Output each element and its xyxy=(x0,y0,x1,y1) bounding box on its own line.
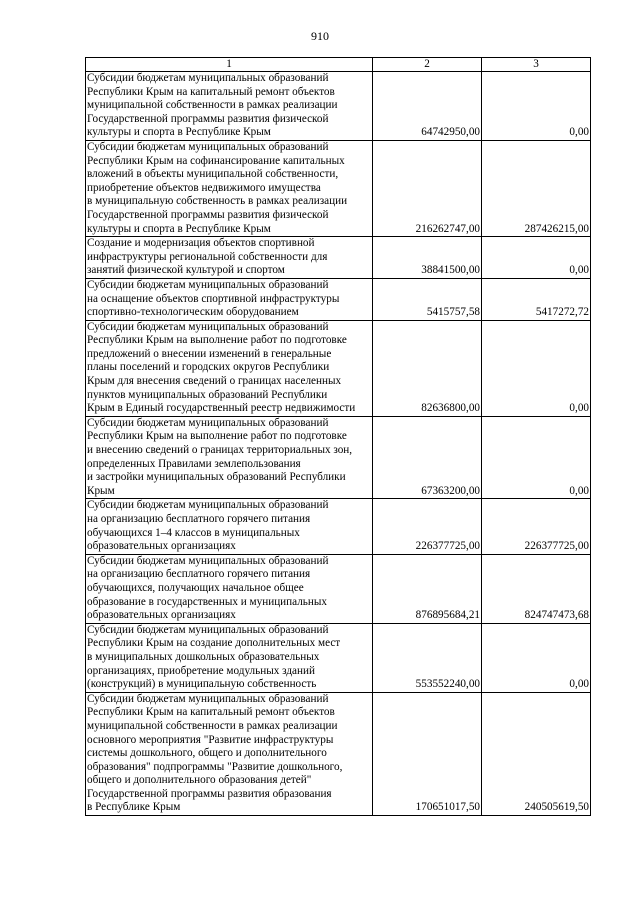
table-row xyxy=(86,499,591,554)
column-header-3: 3 xyxy=(482,58,591,72)
row-amount-col3: 824747473,68 xyxy=(482,554,591,623)
row-name: Субсидии бюджетам муниципальных образований на организацию бесплатного горячего питания обучающихся, получающих начальное общее образование в государственных и муниципальных образовательных организациях xyxy=(86,554,373,623)
row-name: Создание и модернизация объектов спортивной инфраструктуры региональной собственности для занятий физической культурой и спортом xyxy=(86,237,373,279)
row-amount-col2: 5415757,58 xyxy=(373,278,482,320)
row-name: Субсидии бюджетам муниципальных образований Республики Крым на капитальный ремонт объектов муниципальной собственности в рамках реализации основного мероприятия "Развитие инфраструктуры системы дошкольного, общего и дополнительного образования" подпрограммы "Развитие дошкольного, общего и дополнительного образования детей" Государственной программы развития образования в Республике Крым xyxy=(86,692,373,815)
row-amount-col3: 0,00 xyxy=(482,623,591,692)
budget-table xyxy=(85,57,591,816)
table-row xyxy=(86,72,591,141)
row-amount-col3: 0,00 xyxy=(482,320,591,416)
row-amount-col3: 287426215,00 xyxy=(482,140,591,236)
row-name: Субсидии бюджетам муниципальных образований Республики Крым на выполнение работ по подготовке и внесению сведений о границах территориальных зон, определенных Правилами землепользования и застройки муниципальных образований Республики Крым xyxy=(86,416,373,499)
table-row xyxy=(86,140,591,236)
row-amount-col2: 64742950,00 xyxy=(373,72,482,141)
row-amount-col3: 0,00 xyxy=(482,416,591,499)
column-header-2: 2 xyxy=(373,58,482,72)
row-amount-col2: 38841500,00 xyxy=(373,237,482,279)
row-amount-col2: 553552240,00 xyxy=(373,623,482,692)
row-amount-col2: 170651017,50 xyxy=(373,692,482,815)
row-amount-col2: 226377725,00 xyxy=(373,499,482,554)
table-row xyxy=(86,320,591,416)
page-number: 910 xyxy=(311,29,329,43)
table-row xyxy=(86,554,591,623)
table-row xyxy=(86,623,591,692)
row-amount-col2: 67363200,00 xyxy=(373,416,482,499)
row-name: Субсидии бюджетам муниципальных образований на оснащение объектов спортивной инфраструктуры спортивно-технологическим оборудованием xyxy=(86,278,373,320)
row-name: Субсидии бюджетам муниципальных образований Республики Крым на создание дополнительных мест в муниципальных дошкольных образовательных организациях, приобретение модульных зданий (конструкций) в муниципальную собственность xyxy=(86,623,373,692)
row-amount-col2: 82636800,00 xyxy=(373,320,482,416)
row-amount-col2: 216262747,00 xyxy=(373,140,482,236)
table-row xyxy=(86,278,591,320)
table-row xyxy=(86,416,591,499)
table-header-row xyxy=(86,58,591,72)
row-name: Субсидии бюджетам муниципальных образований Республики Крым на выполнение работ по подготовке предложений о внесении изменений в генеральные планы поселений и городских округов Республики Крым для внесения сведений о границах населенных пунктов муниципальных образований Республики Крым в Единый государственный реестр недвижимости xyxy=(86,320,373,416)
row-amount-col2: 876895684,21 xyxy=(373,554,482,623)
row-amount-col3: 0,00 xyxy=(482,237,591,279)
row-amount-col3: 240505619,50 xyxy=(482,692,591,815)
row-name: Субсидии бюджетам муниципальных образований на организацию бесплатного горячего питания обучающихся 1–4 классов в муниципальных образовательных организациях xyxy=(86,499,373,554)
table-row xyxy=(86,237,591,279)
table-row xyxy=(86,692,591,815)
column-header-1: 1 xyxy=(86,58,373,72)
row-amount-col3: 226377725,00 xyxy=(482,499,591,554)
row-name: Субсидии бюджетам муниципальных образований Республики Крым на софинансирование капитальных вложений в объекты муниципальной собственности, приобретение объектов недвижимого имущества в муниципальную собственность в рамках реализации Государственной программы развития физической культуры и спорта в Республике Крым xyxy=(86,140,373,236)
row-amount-col3: 5417272,72 xyxy=(482,278,591,320)
row-amount-col3: 0,00 xyxy=(482,72,591,141)
row-name: Субсидии бюджетам муниципальных образований Республики Крым на капитальный ремонт объектов муниципальной собственности в рамках реализации Государственной программы развития физической культуры и спорта в Республике Крым xyxy=(86,72,373,141)
